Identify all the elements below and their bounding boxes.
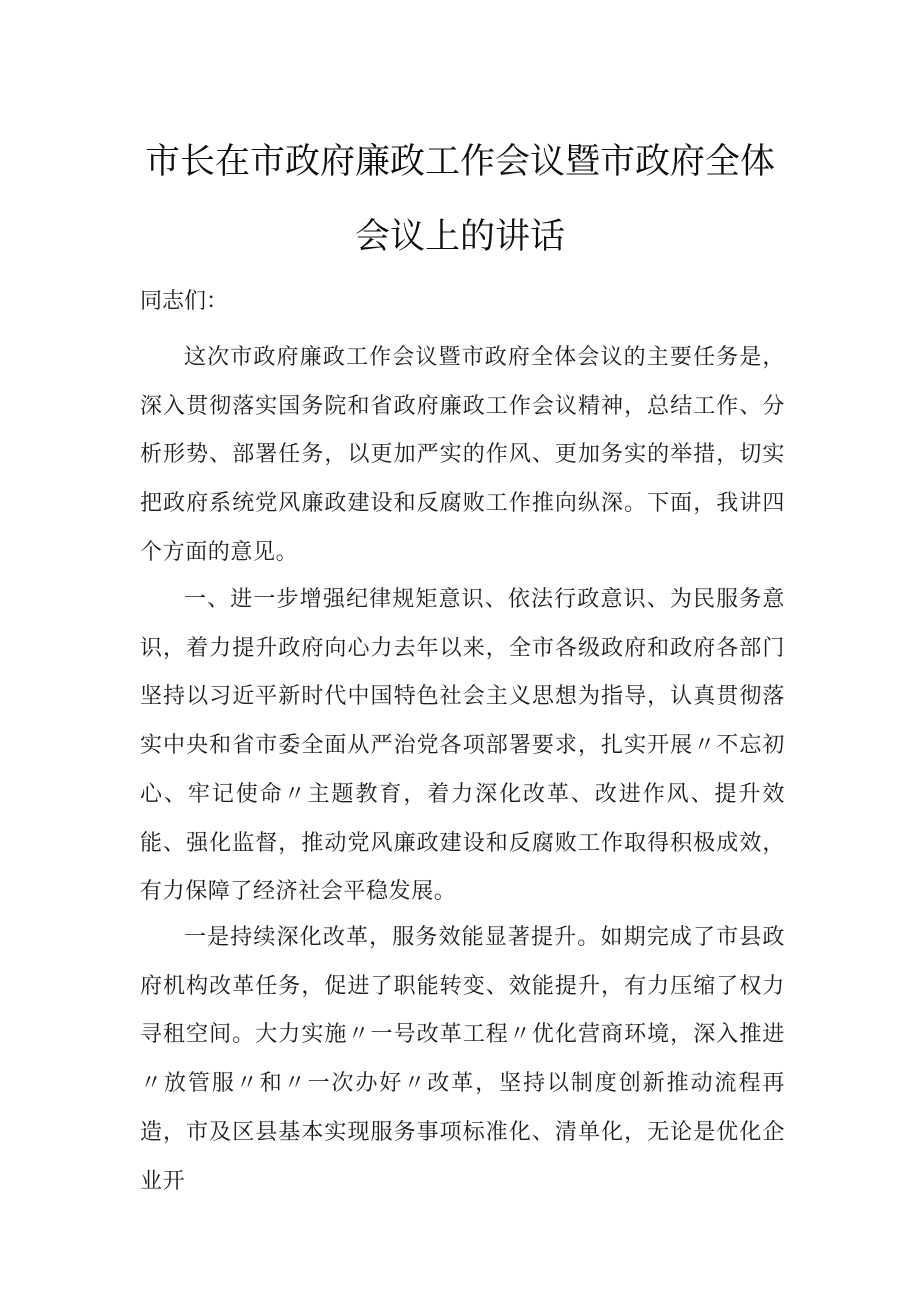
document-title-line-1: 市长在市政府廉政工作会议暨市政府全体 xyxy=(144,142,775,182)
paragraph-intro: 这次市政府廉政工作会议暨市政府全体会议的主要任务是，深入贯彻落实国务院和省政府廉政工作会议精神，总结工作、分析形势、部署任务，以更加严实的作风、更加务实的举措，切实把政府系统党风廉政建设和反腐败工作推向纵深。下面，我讲四个方面的意见。 xyxy=(140,345,785,565)
paragraph-section-one: 一、进一步增强纪律规矩意识、依法行政意识、为民服务意识，着力提升政府向心力去年以来，全市各级政府和政府各部门坚持以习近平新时代中国特色社会主义思想为指导，认真贯彻落实中央和省市委全面从严治党各项部署要求，扎实开展〃不忘初心、牢记使命〃主题教育，着力深化改革、改进作风、提升效能、强化监督，推动党风廉政建设和反腐败工作取得积极成效，有力保障了经济社会平稳发展。 xyxy=(140,587,785,905)
salutation: 同志们： xyxy=(140,289,229,314)
document-title-line-2: 会议上的讲话 xyxy=(354,217,565,257)
paragraph-point-one: 一是持续深化改革，服务效能显著提升。如期完成了市县政府机构改革任务，促进了职能转变、效能提升，有力压缩了权力寻租空间。大力实施〃一号改革工程〃优化营商环境，深入推进〃放管服〃和〃一次办好〃改革，坚持以制度创新推动流程再造，市及区县基本实现服务事项标准化、清单化，无论是优化企业开 xyxy=(140,925,785,1194)
